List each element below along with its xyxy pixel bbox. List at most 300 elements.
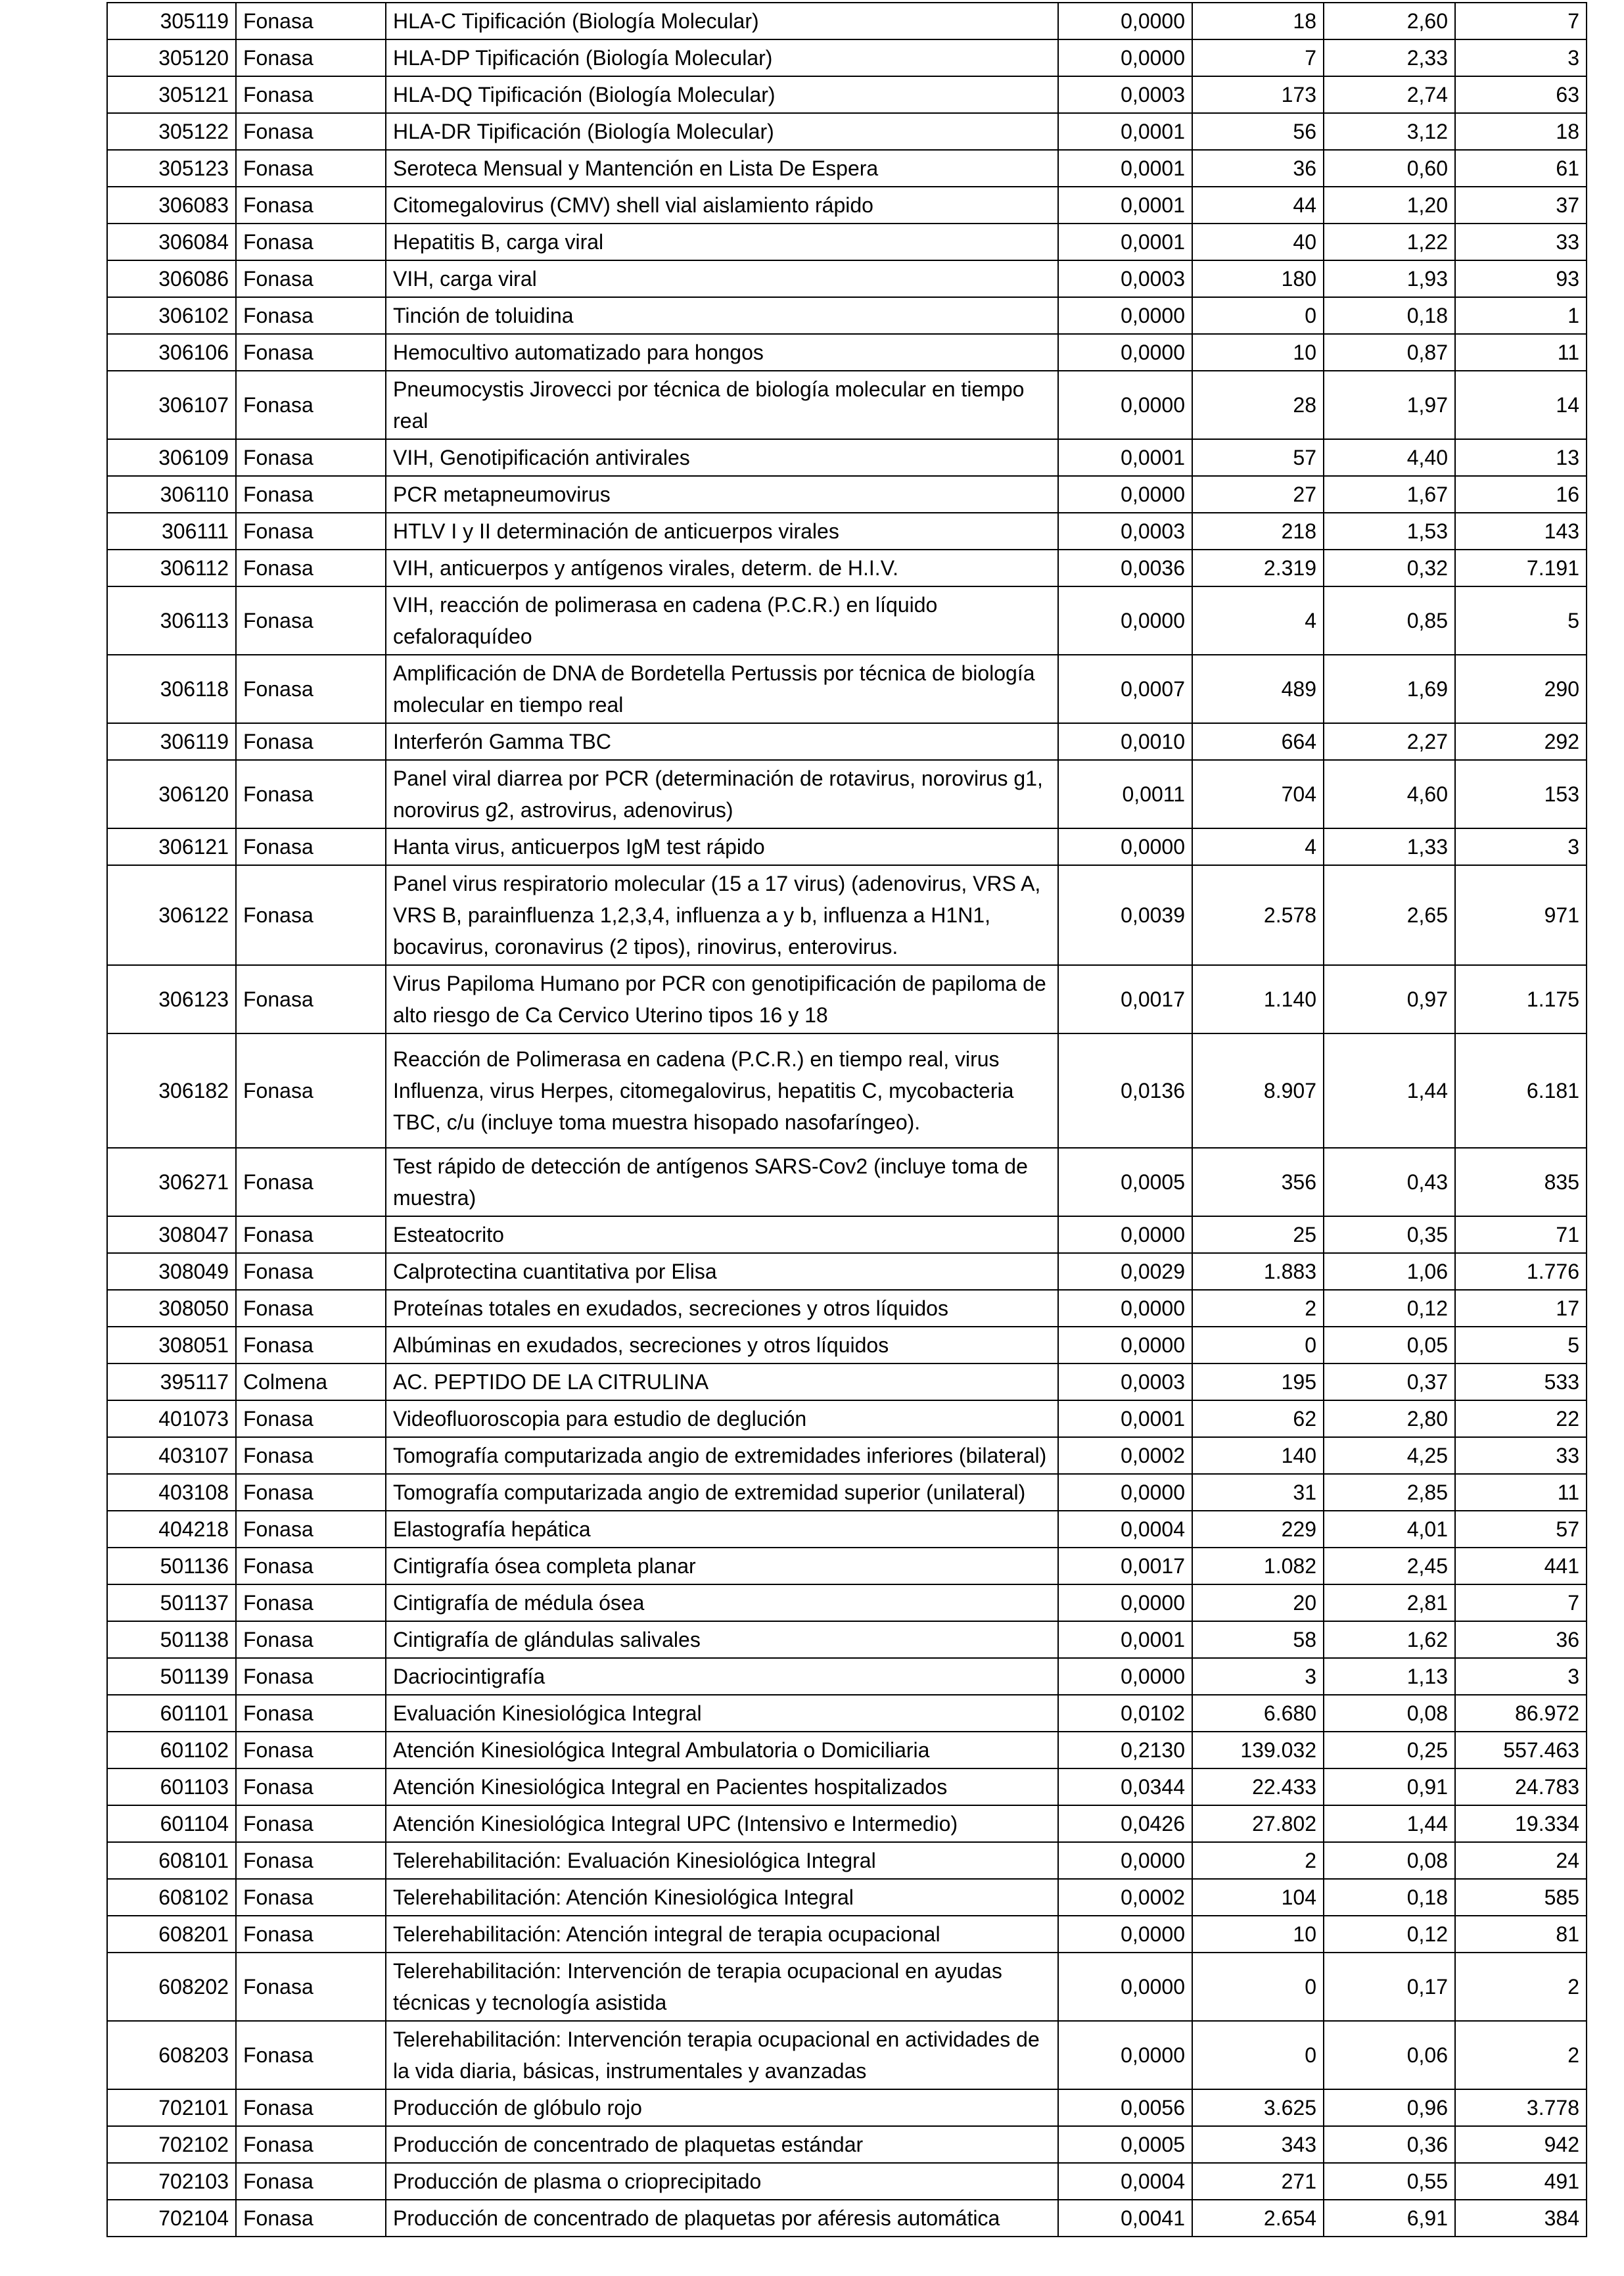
- row-insurer: Fonasa: [236, 2200, 386, 2237]
- row-code: 306113: [107, 586, 236, 655]
- row-value-2: 173: [1192, 76, 1324, 113]
- row-insurer: Fonasa: [236, 2126, 386, 2163]
- row-insurer: Fonasa: [236, 3, 386, 39]
- table-row: [107, 1253, 1587, 1290]
- row-value-3: 0,08: [1324, 1695, 1455, 1732]
- row-value-4: 11: [1455, 1474, 1587, 1511]
- row-value-1: 0,0000: [1058, 1290, 1192, 1327]
- row-description: Hanta virus, anticuerpos IgM test rápido: [386, 828, 1058, 865]
- row-code: 404218: [107, 1511, 236, 1548]
- row-value-1: 0,0039: [1058, 865, 1192, 965]
- row-insurer: Fonasa: [236, 1253, 386, 1290]
- table-row: [107, 113, 1587, 150]
- row-description: Tomografía computarizada angio de extremidad superior (unilateral): [386, 1474, 1058, 1511]
- row-value-2: 31: [1192, 1474, 1324, 1511]
- row-value-2: 3: [1192, 1658, 1324, 1695]
- row-description: VIH, anticuerpos y antígenos virales, determ. de H.I.V.: [386, 550, 1058, 586]
- row-value-4: 22: [1455, 1400, 1587, 1437]
- row-value-3: 1,67: [1324, 476, 1455, 513]
- row-description: Producción de plasma o crioprecipitado: [386, 2163, 1058, 2200]
- row-value-1: 0,0003: [1058, 260, 1192, 297]
- row-value-1: 0,0001: [1058, 1621, 1192, 1658]
- row-value-1: 0,0005: [1058, 1148, 1192, 1216]
- row-value-3: 2,80: [1324, 1400, 1455, 1437]
- row-insurer: Fonasa: [236, 1953, 386, 2021]
- row-value-1: 0,0000: [1058, 1584, 1192, 1621]
- row-value-2: 218: [1192, 513, 1324, 550]
- row-value-1: 0,0004: [1058, 2163, 1192, 2200]
- table-row: [107, 1290, 1587, 1327]
- row-insurer: Fonasa: [236, 2021, 386, 2089]
- row-value-4: 24: [1455, 1842, 1587, 1879]
- row-code: 608201: [107, 1916, 236, 1953]
- row-value-3: 0,60: [1324, 150, 1455, 187]
- row-description: Citomegalovirus (CMV) shell vial aislamiento rápido: [386, 187, 1058, 224]
- row-insurer: Fonasa: [236, 2089, 386, 2126]
- row-value-1: 0,0000: [1058, 1658, 1192, 1695]
- row-description: Telerehabilitación: Intervención de terapia ocupacional en ayudas técnicas y tecnología asistida: [386, 1953, 1058, 2021]
- row-code: 501139: [107, 1658, 236, 1695]
- row-value-2: 44: [1192, 187, 1324, 224]
- row-insurer: Fonasa: [236, 1474, 386, 1511]
- row-insurer: Fonasa: [236, 439, 386, 476]
- table-row: [107, 865, 1587, 965]
- row-value-4: 33: [1455, 224, 1587, 260]
- row-code: 306106: [107, 334, 236, 371]
- row-description: Tomografía computarizada angio de extremidades inferiores (bilateral): [386, 1437, 1058, 1474]
- row-value-1: 0,2130: [1058, 1732, 1192, 1768]
- row-insurer: Fonasa: [236, 476, 386, 513]
- row-code: 608203: [107, 2021, 236, 2089]
- row-value-3: 0,36: [1324, 2126, 1455, 2163]
- row-description: Hepatitis B, carga viral: [386, 224, 1058, 260]
- row-value-2: 57: [1192, 439, 1324, 476]
- row-code: 306107: [107, 371, 236, 439]
- table-row: [107, 1148, 1587, 1216]
- row-value-4: 835: [1455, 1148, 1587, 1216]
- row-value-2: 27: [1192, 476, 1324, 513]
- row-value-3: 1,20: [1324, 187, 1455, 224]
- row-value-2: 2: [1192, 1290, 1324, 1327]
- row-value-2: 195: [1192, 1363, 1324, 1400]
- table-row: [107, 260, 1587, 297]
- row-value-4: 93: [1455, 260, 1587, 297]
- row-value-2: 1.883: [1192, 1253, 1324, 1290]
- table-row: [107, 2021, 1587, 2089]
- row-value-4: 290: [1455, 655, 1587, 723]
- row-value-4: 7.191: [1455, 550, 1587, 586]
- row-insurer: Fonasa: [236, 1548, 386, 1584]
- row-insurer: Fonasa: [236, 723, 386, 760]
- row-insurer: Fonasa: [236, 550, 386, 586]
- row-value-3: 0,12: [1324, 1916, 1455, 1953]
- row-value-4: 1.175: [1455, 965, 1587, 1033]
- row-value-2: 4: [1192, 586, 1324, 655]
- table-row: [107, 2200, 1587, 2237]
- row-value-4: 18: [1455, 113, 1587, 150]
- row-description: Interferón Gamma TBC: [386, 723, 1058, 760]
- table-row: [107, 297, 1587, 334]
- row-insurer: Fonasa: [236, 2163, 386, 2200]
- table-row: [107, 76, 1587, 113]
- row-value-3: 0,25: [1324, 1732, 1455, 1768]
- row-description: Cintigrafía de médula ósea: [386, 1584, 1058, 1621]
- row-value-4: 2: [1455, 1953, 1587, 2021]
- row-code: 403108: [107, 1474, 236, 1511]
- row-value-3: 2,85: [1324, 1474, 1455, 1511]
- row-value-2: 36: [1192, 150, 1324, 187]
- row-code: 601103: [107, 1768, 236, 1805]
- row-value-2: 271: [1192, 2163, 1324, 2200]
- row-value-3: 2,45: [1324, 1548, 1455, 1584]
- row-value-1: 0,0002: [1058, 1879, 1192, 1916]
- row-value-3: 2,27: [1324, 723, 1455, 760]
- row-value-4: 491: [1455, 2163, 1587, 2200]
- row-value-3: 1,93: [1324, 260, 1455, 297]
- row-description: Panel virus respiratorio molecular (15 a 17 virus) (adenovirus, VRS A, VRS B, parainfluenza 1,2,3,4, influenza a y b, influenza a H1N1, bocavirus, coronavirus (2 tipos), rinovirus, enterovirus.: [386, 865, 1058, 965]
- row-code: 306086: [107, 260, 236, 297]
- row-description: Telerehabilitación: Atención Kinesiológica Integral: [386, 1879, 1058, 1916]
- row-value-2: 25: [1192, 1216, 1324, 1253]
- row-value-3: 0,96: [1324, 2089, 1455, 2126]
- row-value-3: 0,17: [1324, 1953, 1455, 2021]
- table-body: [107, 3, 1587, 2237]
- table-row: [107, 224, 1587, 260]
- table-row: [107, 1400, 1587, 1437]
- row-value-2: 27.802: [1192, 1805, 1324, 1842]
- row-insurer: Fonasa: [236, 1033, 386, 1148]
- row-value-3: 1,33: [1324, 828, 1455, 865]
- row-value-2: 2.654: [1192, 2200, 1324, 2237]
- table-row: [107, 1474, 1587, 1511]
- row-value-1: 0,0000: [1058, 371, 1192, 439]
- row-insurer: Fonasa: [236, 1621, 386, 1658]
- row-value-3: 0,06: [1324, 2021, 1455, 2089]
- row-value-2: 139.032: [1192, 1732, 1324, 1768]
- row-code: 308049: [107, 1253, 236, 1290]
- row-description: Amplificación de DNA de Bordetella Pertussis por técnica de biología molecular en tiempo real: [386, 655, 1058, 723]
- table-row: [107, 513, 1587, 550]
- row-code: 501136: [107, 1548, 236, 1584]
- row-value-4: 942: [1455, 2126, 1587, 2163]
- row-description: HLA-DR Tipificación (Biología Molecular): [386, 113, 1058, 150]
- row-description: Esteatocrito: [386, 1216, 1058, 1253]
- row-insurer: Fonasa: [236, 1879, 386, 1916]
- row-value-4: 6.181: [1455, 1033, 1587, 1148]
- row-value-1: 0,0001: [1058, 1400, 1192, 1437]
- row-code: 306110: [107, 476, 236, 513]
- row-value-2: 0: [1192, 1953, 1324, 2021]
- row-value-4: 19.334: [1455, 1805, 1587, 1842]
- row-value-4: 3: [1455, 39, 1587, 76]
- row-value-1: 0,0000: [1058, 2021, 1192, 2089]
- row-code: 306111: [107, 513, 236, 550]
- row-description: Cintigrafía de glándulas salivales: [386, 1621, 1058, 1658]
- row-description: Producción de concentrado de plaquetas por aféresis automática: [386, 2200, 1058, 2237]
- row-value-2: 2.578: [1192, 865, 1324, 965]
- row-code: 306084: [107, 224, 236, 260]
- row-value-4: 292: [1455, 723, 1587, 760]
- row-code: 306109: [107, 439, 236, 476]
- row-description: VIH, carga viral: [386, 260, 1058, 297]
- row-value-2: 0: [1192, 1327, 1324, 1363]
- row-description: HTLV I y II determinación de anticuerpos virales: [386, 513, 1058, 550]
- row-value-2: 6.680: [1192, 1695, 1324, 1732]
- row-description: PCR metapneumovirus: [386, 476, 1058, 513]
- row-value-1: 0,0005: [1058, 2126, 1192, 2163]
- row-code: 306271: [107, 1148, 236, 1216]
- row-description: Telerehabilitación: Evaluación Kinesiológica Integral: [386, 1842, 1058, 1879]
- row-insurer: Fonasa: [236, 828, 386, 865]
- row-value-3: 1,06: [1324, 1253, 1455, 1290]
- row-description: Panel viral diarrea por PCR (determinación de rotavirus, norovirus g1, norovirus g2, astrovirus, adenovirus): [386, 760, 1058, 828]
- row-value-2: 8.907: [1192, 1033, 1324, 1148]
- table-row: [107, 723, 1587, 760]
- row-value-1: 0,0004: [1058, 1511, 1192, 1548]
- row-description: HLA-C Tipificación (Biología Molecular): [386, 3, 1058, 39]
- row-value-2: 489: [1192, 655, 1324, 723]
- row-value-3: 2,74: [1324, 76, 1455, 113]
- table-row: [107, 760, 1587, 828]
- row-description: Pneumocystis Jirovecci por técnica de biología molecular en tiempo real: [386, 371, 1058, 439]
- row-value-4: 3.778: [1455, 2089, 1587, 2126]
- row-value-2: 10: [1192, 334, 1324, 371]
- row-value-4: 16: [1455, 476, 1587, 513]
- row-value-1: 0,0000: [1058, 1216, 1192, 1253]
- table-row: [107, 187, 1587, 224]
- row-value-3: 0,97: [1324, 965, 1455, 1033]
- table-row: [107, 1216, 1587, 1253]
- row-value-4: 33: [1455, 1437, 1587, 1474]
- row-value-3: 0,43: [1324, 1148, 1455, 1216]
- table-row: [107, 1768, 1587, 1805]
- row-value-1: 0,0000: [1058, 476, 1192, 513]
- row-insurer: Fonasa: [236, 224, 386, 260]
- row-code: 306123: [107, 965, 236, 1033]
- row-insurer: Fonasa: [236, 1916, 386, 1953]
- row-code: 308047: [107, 1216, 236, 1253]
- row-value-4: 71: [1455, 1216, 1587, 1253]
- row-description: Reacción de Polimerasa en cadena (P.C.R.) en tiempo real, virus Influenza, virus Herpes, citomegalovirus, hepatitis C, mycobacteria TBC, c/u (incluye toma muestra hisopado nasofaríngeo).: [386, 1033, 1058, 1148]
- row-value-2: 56: [1192, 113, 1324, 150]
- row-value-3: 1,53: [1324, 513, 1455, 550]
- row-value-1: 0,0000: [1058, 1474, 1192, 1511]
- row-value-1: 0,0003: [1058, 76, 1192, 113]
- row-code: 702102: [107, 2126, 236, 2163]
- row-code: 306083: [107, 187, 236, 224]
- row-value-1: 0,0002: [1058, 1437, 1192, 1474]
- row-value-1: 0,0036: [1058, 550, 1192, 586]
- row-value-3: 0,05: [1324, 1327, 1455, 1363]
- row-code: 403107: [107, 1437, 236, 1474]
- row-value-3: 4,40: [1324, 439, 1455, 476]
- table-row: [107, 1363, 1587, 1400]
- row-description: Elastografía hepática: [386, 1511, 1058, 1548]
- row-value-1: 0,0011: [1058, 760, 1192, 828]
- row-value-1: 0,0000: [1058, 1916, 1192, 1953]
- row-value-1: 0,0344: [1058, 1768, 1192, 1805]
- row-value-1: 0,0001: [1058, 224, 1192, 260]
- row-insurer: Fonasa: [236, 1805, 386, 1842]
- row-value-3: 0,87: [1324, 334, 1455, 371]
- row-value-2: 58: [1192, 1621, 1324, 1658]
- row-value-2: 343: [1192, 2126, 1324, 2163]
- row-description: Cintigrafía ósea completa planar: [386, 1548, 1058, 1584]
- row-description: Atención Kinesiológica Integral Ambulatoria o Domiciliaria: [386, 1732, 1058, 1768]
- row-value-3: 0,12: [1324, 1290, 1455, 1327]
- row-insurer: Fonasa: [236, 1290, 386, 1327]
- row-value-4: 3: [1455, 828, 1587, 865]
- table-row: [107, 334, 1587, 371]
- row-value-3: 0,08: [1324, 1842, 1455, 1879]
- table-row: [107, 828, 1587, 865]
- row-description: Atención Kinesiológica Integral en Pacientes hospitalizados: [386, 1768, 1058, 1805]
- row-insurer: Fonasa: [236, 39, 386, 76]
- table-row: [107, 1732, 1587, 1768]
- row-code: 608202: [107, 1953, 236, 2021]
- table-row: [107, 39, 1587, 76]
- row-description: Evaluación Kinesiológica Integral: [386, 1695, 1058, 1732]
- table-row: [107, 1658, 1587, 1695]
- row-value-1: 0,0001: [1058, 113, 1192, 150]
- row-description: AC. PEPTIDO DE LA CITRULINA: [386, 1363, 1058, 1400]
- row-description: Telerehabilitación: Intervención terapia ocupacional en actividades de la vida diaria, básicas, instrumentales y avanzadas: [386, 2021, 1058, 2089]
- row-value-4: 585: [1455, 1879, 1587, 1916]
- row-value-2: 140: [1192, 1437, 1324, 1474]
- row-value-2: 356: [1192, 1148, 1324, 1216]
- row-value-2: 104: [1192, 1879, 1324, 1916]
- table-row: [107, 655, 1587, 723]
- row-code: 702104: [107, 2200, 236, 2237]
- row-code: 305120: [107, 39, 236, 76]
- row-insurer: Fonasa: [236, 260, 386, 297]
- row-value-4: 13: [1455, 439, 1587, 476]
- table-row: [107, 3, 1587, 39]
- row-code: 702101: [107, 2089, 236, 2126]
- row-insurer: Fonasa: [236, 1842, 386, 1879]
- row-value-3: 2,33: [1324, 39, 1455, 76]
- row-value-4: 63: [1455, 76, 1587, 113]
- table-row: [107, 550, 1587, 586]
- row-value-4: 2: [1455, 2021, 1587, 2089]
- row-description: HLA-DQ Tipificación (Biología Molecular): [386, 76, 1058, 113]
- row-code: 401073: [107, 1400, 236, 1437]
- row-value-1: 0,0029: [1058, 1253, 1192, 1290]
- table-row: [107, 1842, 1587, 1879]
- row-insurer: Fonasa: [236, 1768, 386, 1805]
- row-value-3: 0,85: [1324, 586, 1455, 655]
- row-value-2: 1.082: [1192, 1548, 1324, 1584]
- row-value-1: 0,0000: [1058, 586, 1192, 655]
- row-code: 608101: [107, 1842, 236, 1879]
- row-value-4: 17: [1455, 1290, 1587, 1327]
- row-value-2: 704: [1192, 760, 1324, 828]
- row-insurer: Fonasa: [236, 297, 386, 334]
- row-code: 306118: [107, 655, 236, 723]
- row-code: 601102: [107, 1732, 236, 1768]
- row-value-2: 0: [1192, 297, 1324, 334]
- row-value-4: 1.776: [1455, 1253, 1587, 1290]
- row-insurer: Fonasa: [236, 371, 386, 439]
- row-value-1: 0,0000: [1058, 39, 1192, 76]
- row-description: HLA-DP Tipificación (Biología Molecular): [386, 39, 1058, 76]
- row-value-2: 180: [1192, 260, 1324, 297]
- row-description: Producción de concentrado de plaquetas estándar: [386, 2126, 1058, 2163]
- row-value-3: 0,35: [1324, 1216, 1455, 1253]
- table-row: [107, 1879, 1587, 1916]
- row-code: 306120: [107, 760, 236, 828]
- row-insurer: Fonasa: [236, 334, 386, 371]
- row-value-2: 0: [1192, 2021, 1324, 2089]
- row-value-1: 0,0000: [1058, 334, 1192, 371]
- row-insurer: Fonasa: [236, 113, 386, 150]
- table-row: [107, 965, 1587, 1033]
- row-value-4: 24.783: [1455, 1768, 1587, 1805]
- row-value-2: 10: [1192, 1916, 1324, 1953]
- row-code: 305123: [107, 150, 236, 187]
- row-value-2: 22.433: [1192, 1768, 1324, 1805]
- row-description: Proteínas totales en exudados, secreciones y otros líquidos: [386, 1290, 1058, 1327]
- row-code: 306119: [107, 723, 236, 760]
- row-value-3: 1,13: [1324, 1658, 1455, 1695]
- row-value-3: 4,01: [1324, 1511, 1455, 1548]
- row-value-3: 0,18: [1324, 297, 1455, 334]
- row-value-2: 40: [1192, 224, 1324, 260]
- row-code: 306122: [107, 865, 236, 965]
- row-code: 305122: [107, 113, 236, 150]
- row-value-1: 0,0056: [1058, 2089, 1192, 2126]
- row-value-2: 229: [1192, 1511, 1324, 1548]
- row-value-1: 0,0000: [1058, 297, 1192, 334]
- row-code: 306102: [107, 297, 236, 334]
- row-value-1: 0,0000: [1058, 828, 1192, 865]
- row-value-3: 0,91: [1324, 1768, 1455, 1805]
- row-value-3: 1,44: [1324, 1805, 1455, 1842]
- row-value-3: 1,22: [1324, 224, 1455, 260]
- table-row: [107, 1511, 1587, 1548]
- row-value-1: 0,0007: [1058, 655, 1192, 723]
- table-row: [107, 1584, 1587, 1621]
- row-value-2: 2: [1192, 1842, 1324, 1879]
- row-value-1: 0,0136: [1058, 1033, 1192, 1148]
- row-value-4: 7: [1455, 3, 1587, 39]
- row-code: 305119: [107, 3, 236, 39]
- table-row: [107, 2089, 1587, 2126]
- table-row: [107, 586, 1587, 655]
- row-value-1: 0,0001: [1058, 150, 1192, 187]
- row-insurer: Fonasa: [236, 1658, 386, 1695]
- table-row: [107, 2163, 1587, 2200]
- row-value-1: 0,0017: [1058, 965, 1192, 1033]
- row-value-1: 0,0041: [1058, 2200, 1192, 2237]
- row-value-3: 2,60: [1324, 3, 1455, 39]
- row-value-4: 533: [1455, 1363, 1587, 1400]
- row-code: 702103: [107, 2163, 236, 2200]
- row-value-4: 36: [1455, 1621, 1587, 1658]
- row-value-2: 18: [1192, 3, 1324, 39]
- row-value-1: 0,0426: [1058, 1805, 1192, 1842]
- row-value-4: 61: [1455, 150, 1587, 187]
- row-value-3: 0,55: [1324, 2163, 1455, 2200]
- row-value-2: 3.625: [1192, 2089, 1324, 2126]
- row-value-2: 28: [1192, 371, 1324, 439]
- row-value-1: 0,0001: [1058, 187, 1192, 224]
- row-value-1: 0,0000: [1058, 3, 1192, 39]
- table-row: [107, 476, 1587, 513]
- row-insurer: Fonasa: [236, 150, 386, 187]
- table-row: [107, 1548, 1587, 1584]
- row-description: Albúminas en exudados, secreciones y otros líquidos: [386, 1327, 1058, 1363]
